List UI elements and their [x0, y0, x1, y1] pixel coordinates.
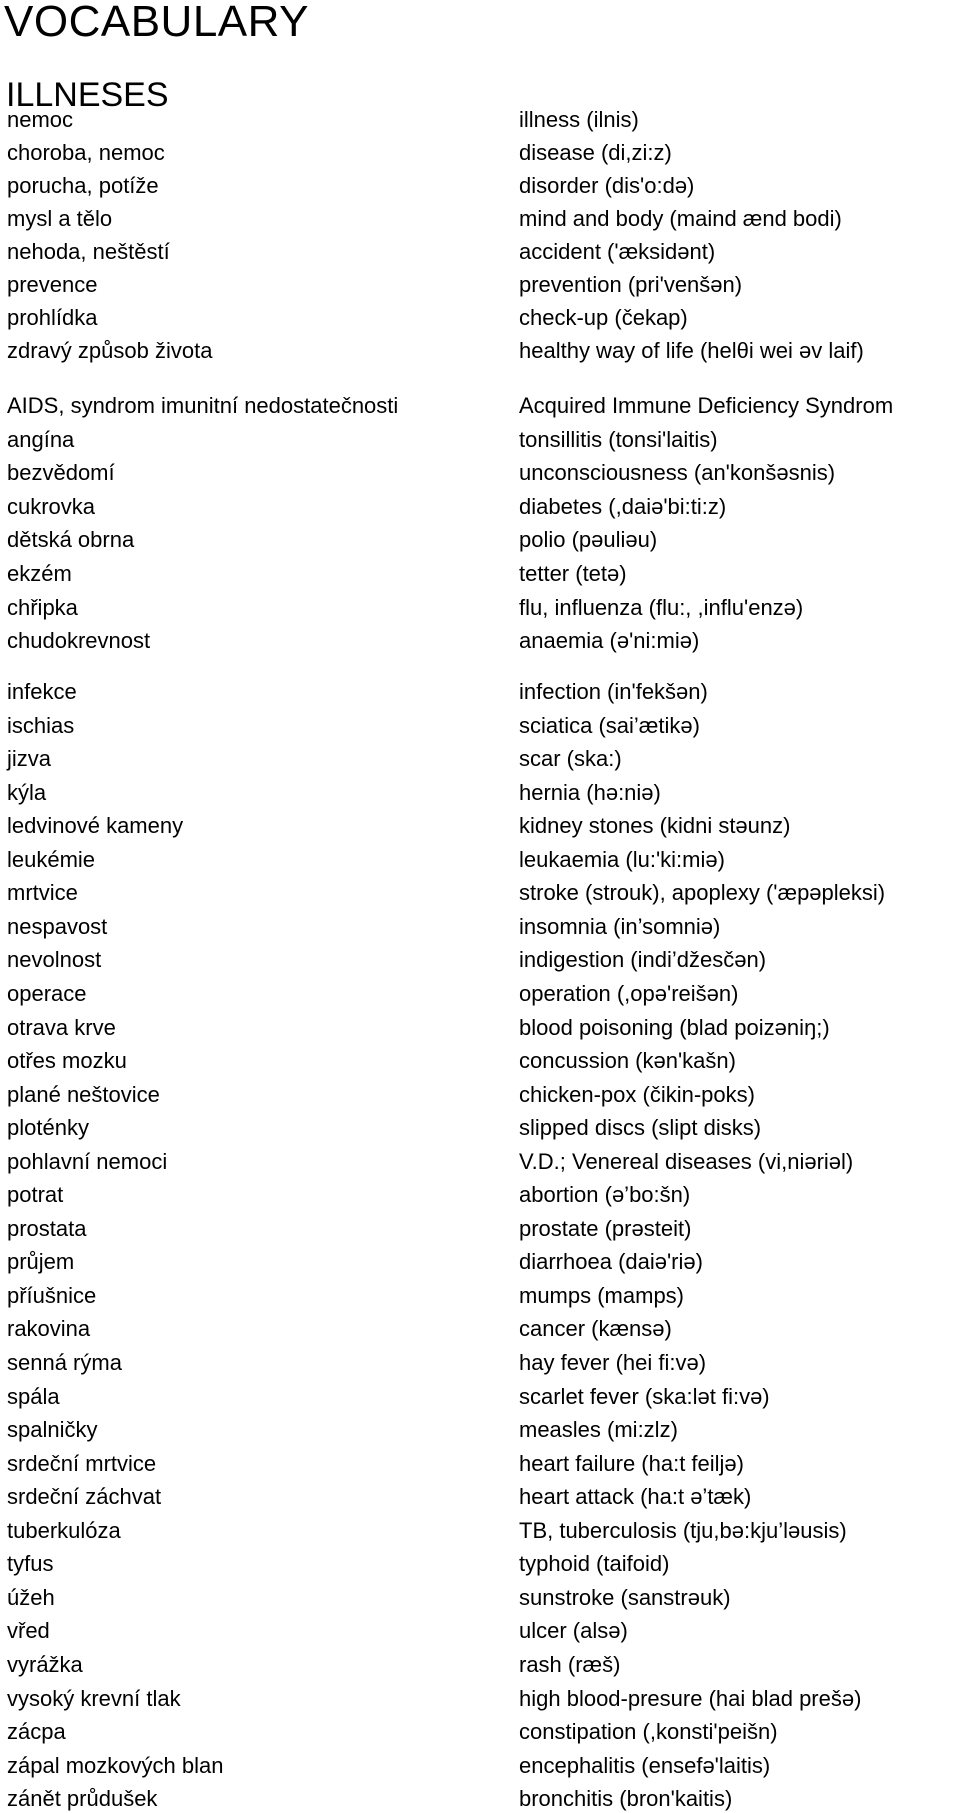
czech-term: dětská obrna — [7, 527, 135, 552]
czech-term: rakovina — [7, 1316, 91, 1341]
english-term: mind and body (maind ænd bodi) — [519, 206, 842, 231]
czech-term: příušnice — [7, 1283, 97, 1308]
english-term: constipation (,konsti'peišn) — [519, 1719, 778, 1744]
english-term: polio (pəuliəu) — [519, 527, 658, 552]
page-title: VOCABULARY — [4, 0, 309, 46]
czech-term: leukémie — [7, 847, 96, 872]
section-heading: ILLNESES — [6, 76, 169, 114]
czech-term: chřipka — [7, 595, 78, 620]
english-term: hay fever (hei fi:və) — [519, 1350, 707, 1375]
czech-term: mrtvice — [7, 880, 78, 905]
english-term: insomnia (in’somniə) — [519, 914, 721, 939]
english-term: ulcer (alsə) — [519, 1618, 628, 1643]
czech-term: průjem — [7, 1249, 75, 1274]
english-term: bronchitis (bron'kaitis) — [519, 1786, 733, 1811]
czech-term: zápal mozkových blan — [7, 1753, 224, 1778]
english-term: heart attack (ha:t ə’tæk) — [519, 1484, 752, 1509]
czech-term: nevolnost — [7, 947, 102, 972]
czech-term: prevence — [7, 272, 98, 297]
english-term: scar (ska:) — [519, 746, 622, 771]
english-term: scarlet fever (ska:lət fi:və) — [519, 1384, 770, 1409]
czech-term: tuberkulóza — [7, 1518, 121, 1543]
czech-term: spála — [7, 1384, 60, 1409]
czech-term: plané neštovice — [7, 1082, 160, 1107]
english-term: stroke (strouk), apoplexy ('æpəpleksi) — [519, 880, 886, 905]
english-term: prostate (prəsteit) — [519, 1216, 692, 1241]
english-term: tonsillitis (tonsi'laitis) — [519, 427, 718, 452]
czech-term: porucha, potíže — [7, 173, 159, 198]
czech-term: zdravý způsob života — [7, 338, 213, 363]
english-term: slipped discs (slipt disks) — [519, 1115, 762, 1140]
english-term: rash (ræš) — [519, 1652, 621, 1677]
czech-term: ledvinové kameny — [7, 813, 184, 838]
czech-term: prohlídka — [7, 305, 98, 330]
czech-term: zácpa — [7, 1719, 66, 1744]
english-term: check-up (čekap) — [519, 305, 688, 330]
czech-term: vřed — [7, 1618, 50, 1643]
english-term: sunstroke (sanstrəuk) — [519, 1585, 731, 1610]
czech-term: jizva — [7, 746, 52, 771]
czech-term: choroba, nemoc — [7, 140, 165, 165]
english-term: measles (mi:zlz) — [519, 1417, 678, 1442]
english-term: unconsciousness (an'konšəsnis) — [519, 460, 836, 485]
english-term: hernia (hə:niə) — [519, 780, 661, 805]
english-term: disease (di,zi:z) — [519, 140, 672, 165]
english-term: abortion (ə’bo:šn) — [519, 1182, 691, 1207]
czech-term: bezvědomí — [7, 460, 115, 485]
english-term: illness (ilnis) — [519, 107, 639, 132]
english-term: infection (in'fekšən) — [519, 679, 708, 704]
czech-term: AIDS, syndrom imunitní nedostatečnosti — [7, 393, 399, 418]
english-term: accident ('æksidənt) — [519, 239, 716, 264]
czech-term: pohlavní nemoci — [7, 1149, 168, 1174]
english-term: healthy way of life (helθi wei əv laif) — [519, 338, 864, 363]
czech-term: vyrážka — [7, 1652, 83, 1677]
english-term: heart failure (ha:t feiljə) — [519, 1451, 744, 1476]
english-term: anaemia (ə'ni:miə) — [519, 628, 700, 653]
english-term: indigestion (indi’džesčən) — [519, 947, 767, 972]
english-term: Acquired Immune Deficiency Syndrom — [519, 393, 894, 418]
czech-term: ischias — [7, 713, 75, 738]
czech-term: potrat — [7, 1182, 64, 1207]
english-term: sciatica (sai’ætikə) — [519, 713, 700, 738]
czech-term: tyfus — [7, 1551, 54, 1576]
english-term: typhoid (taifoid) — [519, 1551, 670, 1576]
english-term: kidney stones (kidni stəunz) — [519, 813, 791, 838]
english-term: mumps (mamps) — [519, 1283, 685, 1308]
czech-term: mysl a tělo — [7, 206, 113, 231]
czech-term: angína — [7, 427, 75, 452]
english-term: flu, influenza (flu:, ,influ'enzə) — [519, 595, 804, 620]
english-term: blood poisoning (blad poizəniŋ;) — [519, 1015, 830, 1040]
english-term: diabetes (,daiə'bi:ti:z) — [519, 494, 727, 519]
english-term: cancer (kænsə) — [519, 1316, 672, 1341]
czech-term: cukrovka — [7, 494, 96, 519]
czech-term: senná rýma — [7, 1350, 122, 1375]
czech-term: chudokrevnost — [7, 628, 151, 653]
czech-term: zánět průdušek — [7, 1786, 158, 1811]
english-term: prevention (pri'venšən) — [519, 272, 743, 297]
english-term: encephalitis (ensefə'laitis) — [519, 1753, 771, 1778]
english-term: TB, tuberculosis (tju,bə:kju’ləusis) — [519, 1518, 847, 1543]
czech-term: prostata — [7, 1216, 87, 1241]
czech-term: nespavost — [7, 914, 108, 939]
czech-term: srdeční mrtvice — [7, 1451, 157, 1476]
english-term: tetter (tetə) — [519, 561, 627, 586]
czech-term: otřes mozku — [7, 1048, 127, 1073]
czech-term: ploténky — [7, 1115, 89, 1140]
czech-term: nehoda, neštěstí — [7, 239, 170, 264]
english-term: operation (,opə'reišən) — [519, 981, 739, 1006]
czech-term: srdeční záchvat — [7, 1484, 162, 1509]
english-term: high blood-presure (hai blad prešə) — [519, 1686, 862, 1711]
english-term: concussion (kən'kašn) — [519, 1048, 736, 1073]
czech-term: kýla — [7, 780, 47, 805]
english-term: V.D.; Venereal diseases (vi,niəriəl) — [519, 1149, 854, 1174]
czech-term: úžeh — [7, 1585, 55, 1610]
czech-term: otrava krve — [7, 1015, 116, 1040]
english-term: diarrhoea (daiə'riə) — [519, 1249, 703, 1274]
english-term: chicken-pox (čikin-poks) — [519, 1082, 755, 1107]
czech-term: infekce — [7, 679, 77, 704]
czech-term: spalničky — [7, 1417, 98, 1442]
czech-term: nemoc — [7, 107, 74, 132]
english-term: leukaemia (lu:'ki:miə) — [519, 847, 725, 872]
czech-term: vysoký krevní tlak — [7, 1686, 181, 1711]
czech-term: operace — [7, 981, 87, 1006]
czech-term: ekzém — [7, 561, 72, 586]
english-term: disorder (dis'o:də) — [519, 173, 695, 198]
